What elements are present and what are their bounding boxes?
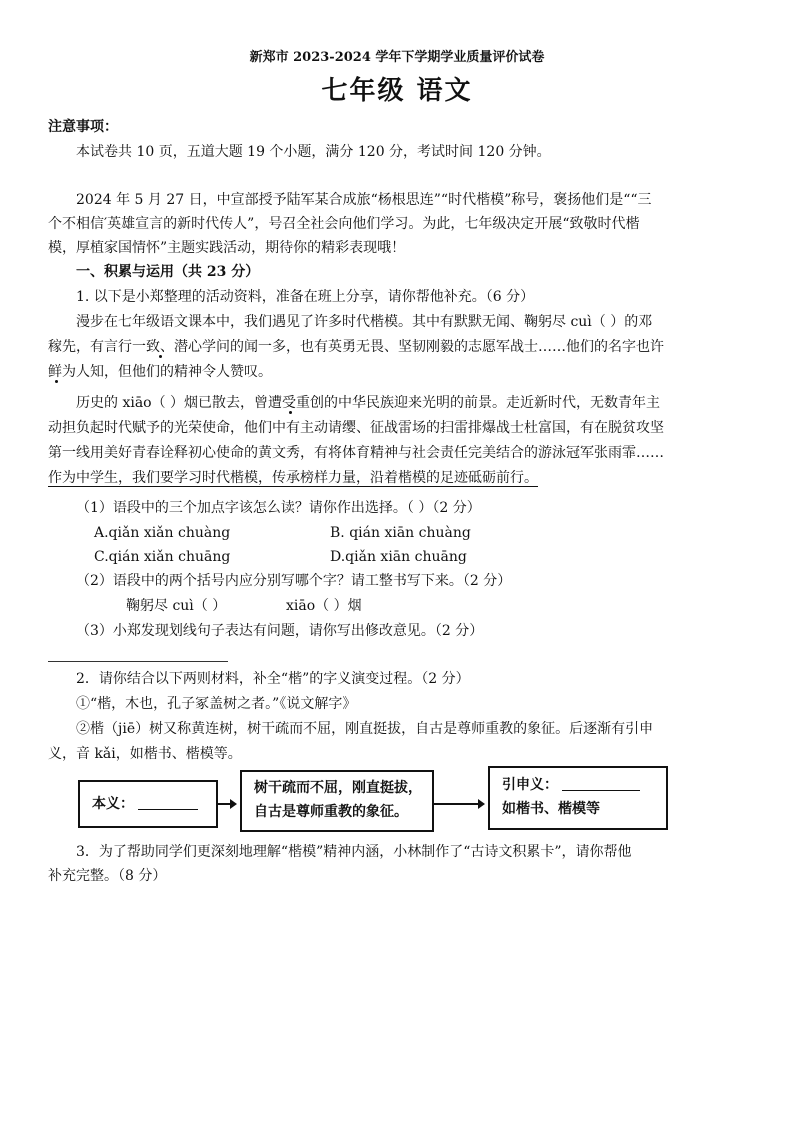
passage-line: 第一线用美好青春诠释初心使命的黄文秀，有将体育精神与社会责任完美结合的游泳冠军张雨霏…… (48, 445, 664, 461)
passage-line: 动担负起时代赋予的光荣使命，他们中有主动请缨、征战雷场的扫雷排爆战士杜富国，有在脱贫攻坚 (48, 420, 664, 436)
answer-blank[interactable] (562, 776, 640, 791)
passage-line: 漫步在七年级语文课本中，我们遇见了许多时代楷模。其中有默默无闻、鞠躬尽 cuì（ ）的邓 (76, 314, 653, 330)
material-2-line: ②楷（jiē）树又称黄连树，树干疏而不屈，刚直挺拔，自古是尊师重教的象征。后逐渐有引申 (76, 721, 654, 737)
intro-line: 模，厚植家国情怀”主题实践活动，期待你的精彩表现哦！ (48, 240, 406, 256)
option-a: A.qiǎn xiǎn chuàng (94, 525, 231, 541)
exam-title: 七年级 语文 (321, 76, 473, 106)
underlined-sentence: 作为中学生，我们要学习时代楷模，传承榜样力量，沿着楷模的足迹砥砺前行。 (48, 470, 538, 486)
material-2-line: 义，音 kǎi，如楷书、楷模等。 (48, 746, 242, 762)
passage-line: 历史的 xiāo（ ）烟已散去，曾遭受重创的中华民族迎来光明的前景。走近新时代，无数青年主 (76, 395, 661, 411)
section-heading: 一、积累与运用（共 23 分） (76, 264, 260, 280)
emphasis-dot (159, 355, 162, 358)
subquestion-1: （1）语段中的三个加点字该怎么读？请你作出选择。（ ）（2 分） (76, 500, 481, 516)
answer-blank[interactable] (138, 795, 198, 810)
arrow-icon (216, 798, 238, 810)
option-b: B. qián xiān chuàng (330, 525, 471, 541)
passage-line: 稼先，有言行一致、潜心学问的闻一多，也有英勇无畏、坚韧刚毅的志愿军战士……他们的名字也许 (48, 339, 664, 355)
box-text-line: 如楷书、楷模等 (502, 801, 600, 817)
question-3-stem: 补充完整。（8 分） (48, 868, 167, 884)
box-text-line: 自古是尊师重教的象征。 (254, 804, 408, 820)
option-c: C.qián xiǎn chuāng (94, 549, 231, 565)
subquestion-2: （2）语段中的两个括号内应分别写哪个字？请工整书写下来。（2 分） (76, 573, 512, 589)
material-1: ①“楷，木也，孔子冢盖树之者。”《说文解字》 (76, 696, 357, 712)
question-1-stem: 1. 以下是小郑整理的活动资料，准备在班上分享，请你帮他补充。（6 分） (76, 289, 535, 305)
notice-text: 本试卷共 10 页，五道大题 19 个小题，满分 120 分，考试时间 120 分钟。 (76, 144, 551, 160)
diagram-box-description (240, 770, 434, 832)
subquestion-3: （3）小郑发现划线句子表达有问题，请你写出修改意见。（2 分） (76, 623, 484, 639)
passage-line: 鲜为人知，但他们的精神令人赞叹。 (48, 364, 272, 380)
fill-item: xiāo（ ）烟 (286, 598, 362, 614)
question-3-stem: 3．为了帮助同学们更深刻地理解“楷模”精神内涵，小林制作了“古诗文积累卡”，请你帮他 (76, 844, 632, 860)
diagram-box-extended-meaning (488, 766, 668, 830)
emphasis-dot (55, 380, 58, 383)
option-d: D.qiǎn xiān chuāng (330, 549, 467, 565)
fill-item: 鞠躬尽 cuì（ ） (126, 598, 227, 614)
box-text-line: 树干疏而不屈，刚直挺拔， (254, 780, 422, 796)
exam-header: 新郑市 2023-2024 学年下学期学业质量评价试卷 (249, 50, 545, 65)
box-label: 引申义： (502, 777, 558, 793)
intro-line: 2024 年 5 月 27 日，中宣部授予陆军某合成旅“杨根思连”“时代楷模”称号，褒扬他们是““三 (76, 192, 652, 208)
notice-label: 注意事项： (48, 119, 118, 135)
emphasis-dot (289, 411, 292, 414)
diagram-box-original-meaning (78, 780, 218, 828)
box-label: 本义： (92, 796, 134, 812)
intro-line: 个不相信′英雄宣言的新时代传人”，号召全社会向他们学习。为此，七年级决定开展“致敬时代楷 (48, 216, 640, 232)
answer-line (48, 661, 228, 662)
arrow-icon (434, 798, 486, 810)
question-2-stem: 2．请你结合以下两则材料，补全“楷”的字义演变过程。（2 分） (76, 671, 470, 687)
